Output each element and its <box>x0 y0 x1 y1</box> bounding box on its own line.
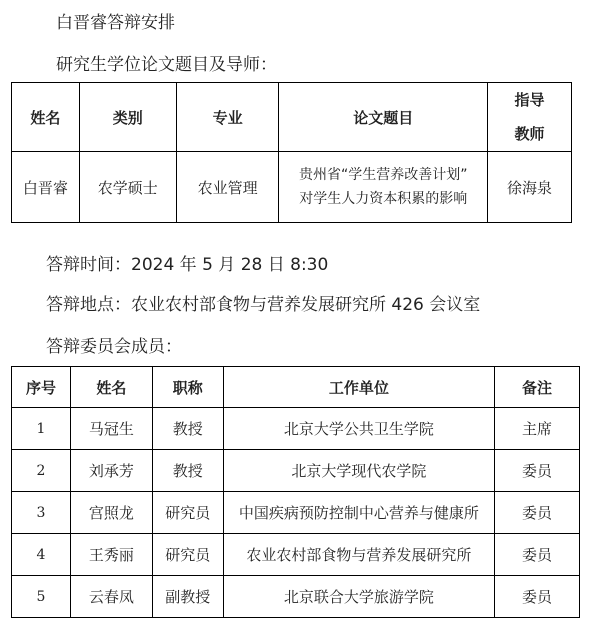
header-advisor <box>488 83 572 152</box>
header-advisor-line1: 指导 <box>514 91 545 109</box>
member-affiliation: 中国疾病预防控制中心营养与健康所 <box>223 492 494 534</box>
committee-table <box>11 366 580 618</box>
header-remark: 备注 <box>495 367 580 408</box>
document-title: 白晋睿答辩安排 <box>56 13 175 33</box>
member-index: 2 <box>12 450 71 492</box>
table-row <box>12 576 580 618</box>
table-row <box>12 492 580 534</box>
member-title: 研究员 <box>152 534 223 576</box>
member-name: 王秀丽 <box>70 534 152 576</box>
member-role: 委员 <box>495 576 580 618</box>
member-affiliation: 北京联合大学旅游学院 <box>223 576 494 618</box>
committee-heading: 答辩委员会成员： <box>46 337 182 357</box>
thesis-table <box>11 82 572 223</box>
member-name: 马冠生 <box>70 408 152 450</box>
advisor: 徐海泉 <box>488 152 572 223</box>
member-role: 委员 <box>495 492 580 534</box>
member-affiliation: 北京大学现代农学院 <box>223 450 494 492</box>
member-index: 1 <box>12 408 71 450</box>
member-title: 教授 <box>152 408 223 450</box>
member-name: 云春凤 <box>70 576 152 618</box>
member-title: 教授 <box>152 450 223 492</box>
defense-time: 答辩时间：2024 年 5 月 28 日 8:30 <box>46 255 329 275</box>
table-row <box>12 408 580 450</box>
member-name: 刘承芳 <box>70 450 152 492</box>
member-title: 研究员 <box>152 492 223 534</box>
header-name: 姓名 <box>12 83 80 152</box>
member-role: 委员 <box>495 534 580 576</box>
member-role: 主席 <box>495 408 580 450</box>
table-row <box>12 152 572 223</box>
header-category: 类别 <box>79 83 176 152</box>
member-index: 5 <box>12 576 71 618</box>
member-role: 委员 <box>495 450 580 492</box>
member-title: 副教授 <box>152 576 223 618</box>
member-name: 宫照龙 <box>70 492 152 534</box>
member-index: 4 <box>12 534 71 576</box>
header-major: 专业 <box>176 83 279 152</box>
member-affiliation: 北京大学公共卫生学院 <box>223 408 494 450</box>
major: 农业管理 <box>176 152 279 223</box>
thesis-section-heading: 研究生学位论文题目及导师： <box>56 55 277 75</box>
student-name: 白晋睿 <box>12 152 80 223</box>
thesis-table-header <box>12 83 572 152</box>
thesis-topic-line2: 对学生人力资本积累的影响 <box>299 191 468 207</box>
table-row <box>12 450 580 492</box>
committee-table-header <box>12 367 580 408</box>
header-advisor-line2: 教师 <box>514 125 545 143</box>
header-title: 职称 <box>152 367 223 408</box>
header-affiliation: 工作单位 <box>223 367 494 408</box>
defense-place: 答辩地点：农业农村部食物与营养发展研究所 426 会议室 <box>46 295 481 315</box>
member-affiliation: 农业农村部食物与营养发展研究所 <box>223 534 494 576</box>
header-topic: 论文题目 <box>279 83 488 152</box>
thesis-topic-line1: 贵州省“学生营养改善计划” <box>299 167 468 183</box>
member-index: 3 <box>12 492 71 534</box>
table-row <box>12 534 580 576</box>
header-member-name: 姓名 <box>70 367 152 408</box>
header-index: 序号 <box>12 367 71 408</box>
thesis-topic <box>279 152 488 223</box>
degree-category: 农学硕士 <box>79 152 176 223</box>
